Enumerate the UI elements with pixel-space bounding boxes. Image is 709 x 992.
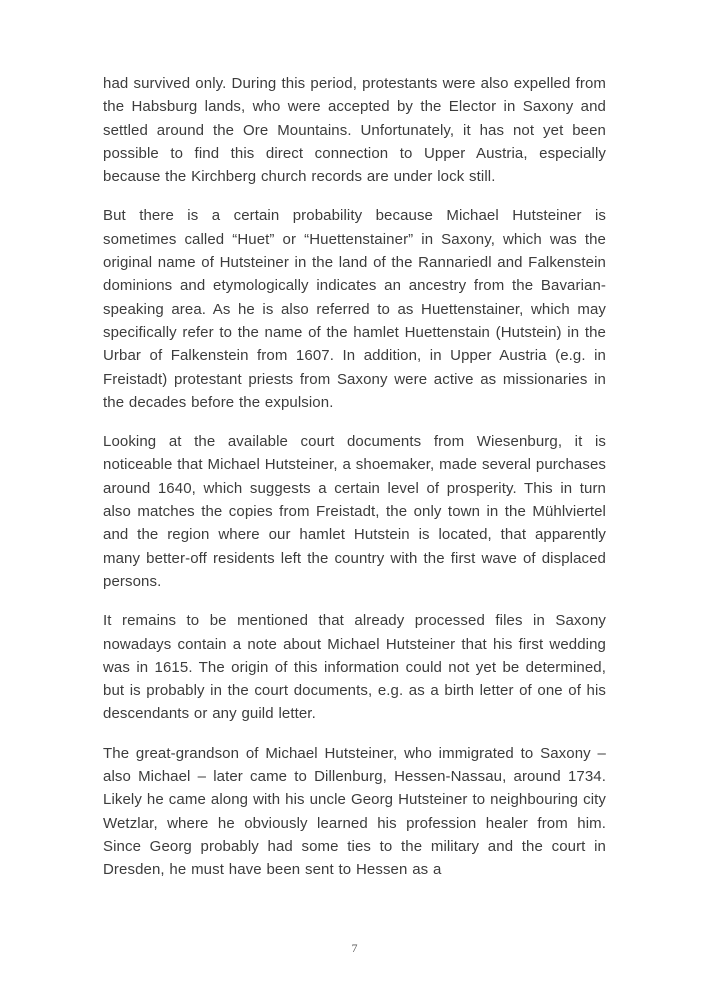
paragraph: had survived only. During this period, protestants were also expelled from the Habsburg lands, who were accepted by the Elector in Saxony and settled around the Ore Mountains. Unfortunately, it has not yet been possible to find this direct connection to Upper Austria, especially because the Kirchberg church records are under lock still. [103, 75, 606, 186]
paragraph: Looking at the available court documents from Wiesenburg, it is noticeable that Michael Hutsteiner, a shoemaker, made several purchases around 1640, which suggests a certain level of prosperity. This in turn also matches the copies from Freistadt, the only town in the Mühlviertel and the region where our hamlet Hutstein is located, that apparently many better-off residents left the country with the first wave of displaced persons. [103, 433, 606, 590]
paragraph: But there is a certain probability because Michael Hutsteiner is sometimes called “Huet” or “Huettenstainer” in Saxony, which was the original name of Hutsteiner in the land of the Rannariedl and Falkenstein dominions and etymologically indicates an ancestry from the Bavarian-speaking area. As he is also referred to as Huettenstainer, which may specifically refer to the name of the hamlet Huettenstain (Hutstein) in the Urbar of Falkenstein from 1607. In addition, in Upper Austria (e.g. in Freistadt) protestant priests from Saxony were active as missionaries in the decades before the expulsion. [103, 207, 606, 411]
body-text [103, 72, 606, 882]
paragraph: It remains to be mentioned that already processed files in Saxony nowadays contain a note about Michael Hutsteiner that his first wedding was in 1615. The origin of this information could not yet be determined, but is probably in the court documents, e.g. as a birth letter of one of his descendants or any guild letter. [103, 612, 606, 723]
paragraph: The great-grandson of Michael Hutsteiner, who immigrated to Saxony – also Michael – later came to Dillenburg, Hessen-Nassau, around 1734. Likely he came along with his uncle Georg Hutsteiner to neighbouring city Wetzlar, where he obviously learned his profession healer from him. Since Georg probably had some ties to the military and the court in Dresden, he must have been sent to Hessen as a [103, 744, 606, 879]
page-number: 7 [351, 941, 358, 955]
